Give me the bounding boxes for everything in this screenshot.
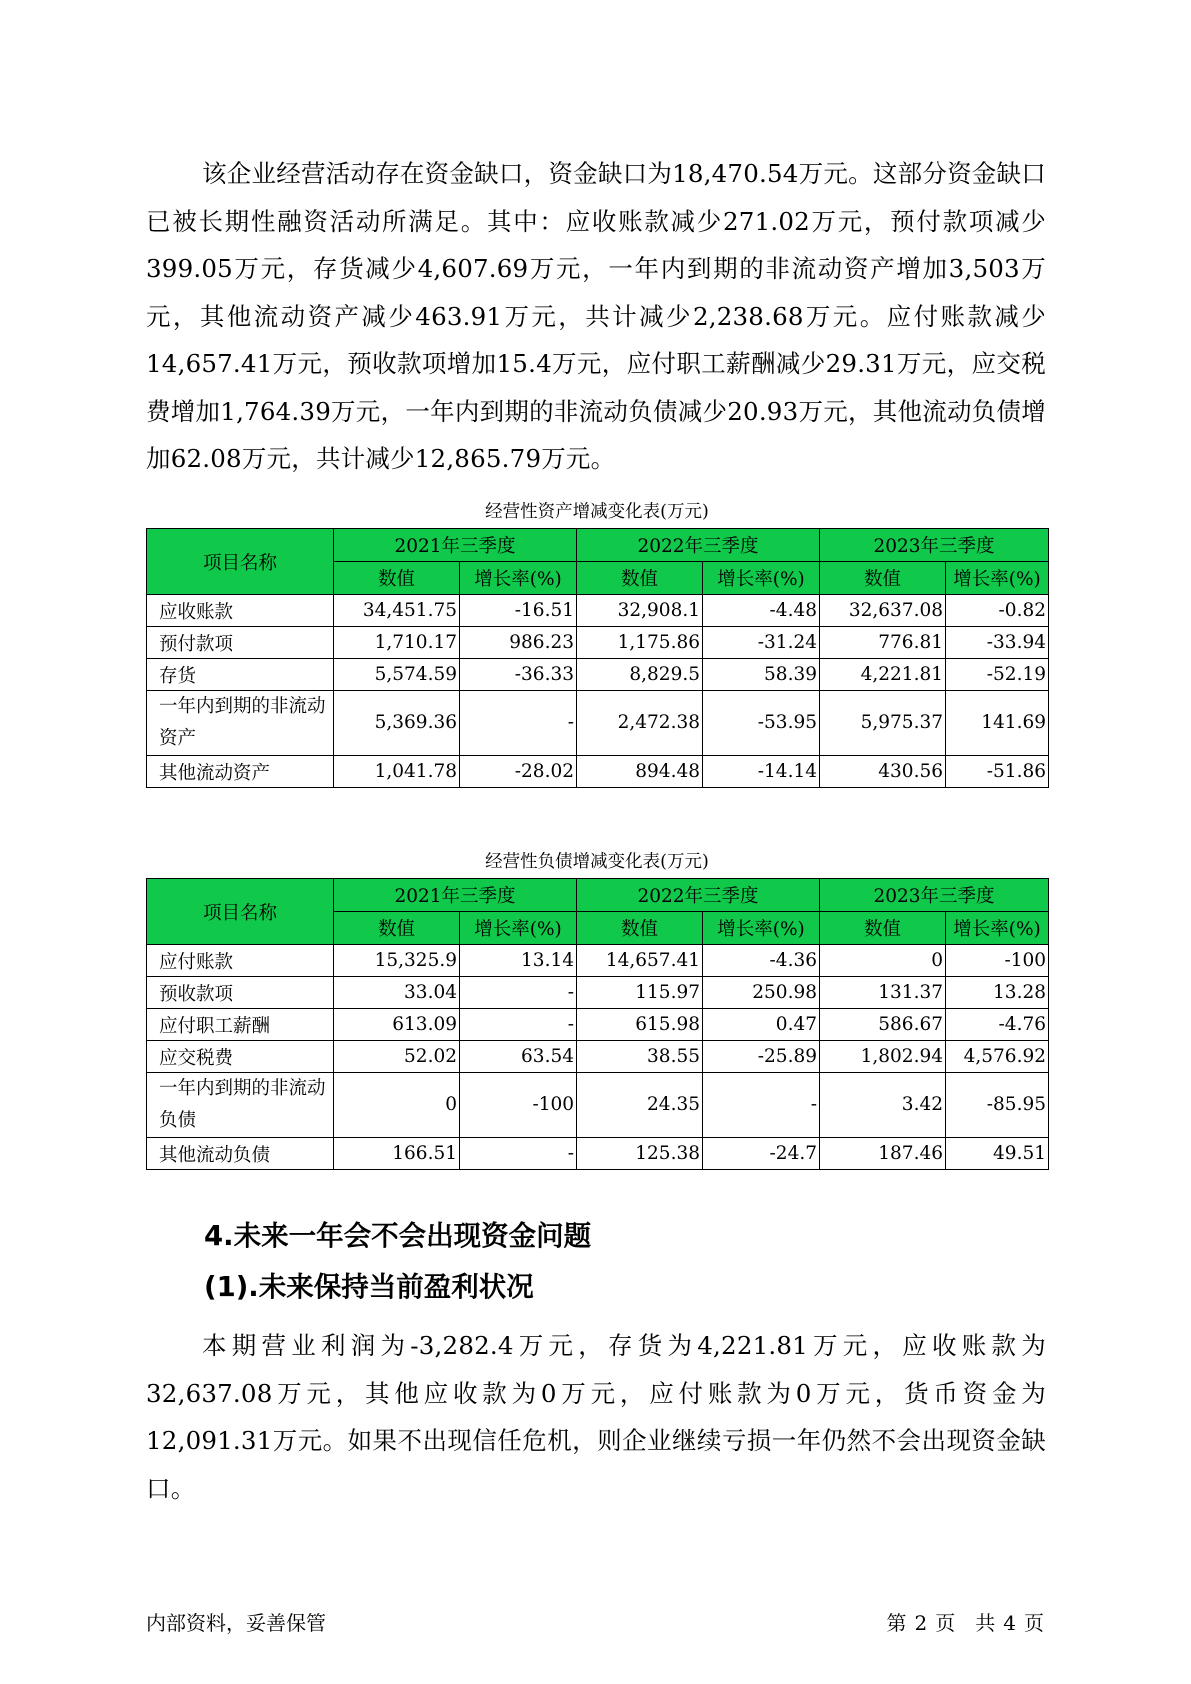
- cell-growth-rate: 13.14: [460, 945, 577, 977]
- cell-value: 1,041.78: [334, 756, 460, 788]
- cell-value: 1,802.94: [820, 1041, 946, 1073]
- cell-value: 5,975.37: [820, 691, 946, 756]
- footer-confidential-note: 内部资料，妥善保管: [146, 1611, 326, 1635]
- cell-growth-rate: 141.69: [946, 691, 1049, 756]
- row-item-name: 其他流动资产: [147, 756, 334, 788]
- cell-value: 2,472.38: [577, 691, 703, 756]
- cell-growth-rate: -100: [460, 1073, 577, 1138]
- header-growth-rate: 增长率(%): [703, 912, 820, 945]
- cell-growth-rate: -51.86: [946, 756, 1049, 788]
- subsection-heading: (1).未来保持当前盈利状况: [204, 1271, 534, 1303]
- row-item-name: 应交税费: [147, 1041, 334, 1073]
- footer-page-prefix: 第: [886, 1611, 907, 1635]
- footer-total-pages: 4: [1003, 1611, 1016, 1635]
- cell-value: 166.51: [334, 1138, 460, 1170]
- header-value: 数值: [334, 912, 460, 945]
- cell-growth-rate: -: [460, 1138, 577, 1170]
- footer-page-suffix: 页: [1024, 1611, 1044, 1635]
- header-item-name: 项目名称: [147, 529, 334, 595]
- cell-value: 115.97: [577, 977, 703, 1009]
- cell-growth-rate: -85.95: [946, 1073, 1049, 1138]
- row-item-name: 其他流动负债: [147, 1138, 334, 1170]
- cell-growth-rate: 13.28: [946, 977, 1049, 1009]
- table-caption-liabilities: 经营性负债增减变化表(万元): [485, 852, 709, 872]
- cell-value: 125.38: [577, 1138, 703, 1170]
- cell-growth-rate: -53.95: [703, 691, 820, 756]
- cell-growth-rate: -14.14: [703, 756, 820, 788]
- table-caption-assets: 经营性资产增减变化表(万元): [485, 502, 709, 522]
- cell-value: 15,325.9: [334, 945, 460, 977]
- cell-growth-rate: -: [460, 1009, 577, 1041]
- row-item-name: 应收账款: [147, 595, 334, 627]
- header-period: 2021年三季度: [334, 529, 577, 562]
- cell-value: 4,221.81: [820, 659, 946, 691]
- footer-page-number: [883, 1607, 1048, 1636]
- cell-value: 3.42: [820, 1073, 946, 1138]
- table-row: [147, 691, 1049, 756]
- header-value: 数值: [577, 912, 703, 945]
- cell-growth-rate: -: [460, 977, 577, 1009]
- header-value: 数值: [334, 562, 460, 595]
- cell-value: 14,657.41: [577, 945, 703, 977]
- cell-growth-rate: -33.94: [946, 627, 1049, 659]
- header-value: 数值: [577, 562, 703, 595]
- cell-value: 52.02: [334, 1041, 460, 1073]
- cell-growth-rate: 986.23: [460, 627, 577, 659]
- header-period: 2021年三季度: [334, 879, 577, 912]
- cell-growth-rate: -28.02: [460, 756, 577, 788]
- cell-growth-rate: -4.76: [946, 1009, 1049, 1041]
- footer-page-mid: 页 共: [935, 1611, 996, 1635]
- cell-value: 33.04: [334, 977, 460, 1009]
- header-period: 2023年三季度: [820, 879, 1049, 912]
- table-row: [147, 945, 1049, 977]
- cell-value: 38.55: [577, 1041, 703, 1073]
- table-row: [147, 756, 1049, 788]
- table-row: [147, 659, 1049, 691]
- cell-growth-rate: -52.19: [946, 659, 1049, 691]
- cell-value: 5,574.59: [334, 659, 460, 691]
- cell-value: 32,637.08: [820, 595, 946, 627]
- row-item-name: 应付职工薪酬: [147, 1009, 334, 1041]
- table-row: [147, 595, 1049, 627]
- cell-value: 1,710.17: [334, 627, 460, 659]
- cell-value: 187.46: [820, 1138, 946, 1170]
- row-item-name: 应付账款: [147, 945, 334, 977]
- cell-value: 430.56: [820, 756, 946, 788]
- cell-growth-rate: -24.7: [703, 1138, 820, 1170]
- cell-value: 613.09: [334, 1009, 460, 1041]
- cell-value: 1,175.86: [577, 627, 703, 659]
- paragraph-cash-gap: 该企业经营活动存在资金缺口，资金缺口为18,470.54万元。这部分资金缺口已被长期性融资活动所满足。其中：应收账款减少271.02万元，预付款项减少399.05万元，存货减少4,607.69万元，一年内到期的非流动资产增加3,503万元，其他流动资产减少463.91万元，共计减少2,238.68万元。应付账款减少14,657.41万元，预收款项增加15.4万元，应付职工薪酬减少29.31万元，应交税费增加1,764.39万元，一年内到期的非流动负债减少20.93万元，其他流动负债增加62.08万元，共计减少12,865.79万元。: [146, 159, 1046, 473]
- table-row: [147, 1138, 1049, 1170]
- cell-value: 0: [820, 945, 946, 977]
- cell-growth-rate: -4.48: [703, 595, 820, 627]
- header-value: 数值: [820, 562, 946, 595]
- cell-growth-rate: -0.82: [946, 595, 1049, 627]
- row-item-name: 一年内到期的非流动资产: [147, 691, 334, 756]
- cell-growth-rate: 58.39: [703, 659, 820, 691]
- row-item-name: 预收款项: [147, 977, 334, 1009]
- table-row: [147, 627, 1049, 659]
- cell-growth-rate: -36.33: [460, 659, 577, 691]
- header-growth-rate: 增长率(%): [703, 562, 820, 595]
- header-item-name: 项目名称: [147, 879, 334, 945]
- cell-growth-rate: -: [703, 1073, 820, 1138]
- cell-value: 0: [334, 1073, 460, 1138]
- cell-value: 131.37: [820, 977, 946, 1009]
- cell-value: 894.48: [577, 756, 703, 788]
- table-row: [147, 1009, 1049, 1041]
- cell-value: 776.81: [820, 627, 946, 659]
- cell-growth-rate: 63.54: [460, 1041, 577, 1073]
- cell-growth-rate: 0.47: [703, 1009, 820, 1041]
- cell-growth-rate: 250.98: [703, 977, 820, 1009]
- header-period: 2022年三季度: [577, 529, 820, 562]
- header-growth-rate: 增长率(%): [946, 562, 1049, 595]
- table-row: [147, 977, 1049, 1009]
- header-growth-rate: 增长率(%): [946, 912, 1049, 945]
- row-item-name: 一年内到期的非流动负债: [147, 1073, 334, 1138]
- table-body: [147, 595, 1049, 788]
- cell-value: 24.35: [577, 1073, 703, 1138]
- table-operating-assets: [146, 528, 1049, 788]
- row-item-name: 存货: [147, 659, 334, 691]
- cell-growth-rate: -16.51: [460, 595, 577, 627]
- header-period: 2022年三季度: [577, 879, 820, 912]
- cell-growth-rate: -31.24: [703, 627, 820, 659]
- header-value: 数值: [820, 912, 946, 945]
- paragraph-outlook: 本期营业利润为-3,282.4万元，存货为4,221.81万元，应收账款为32,637.08万元，其他应收款为0万元，应付账款为0万元，货币资金为12,091.31万元。如果不出现信任危机，则企业继续亏损一年仍然不会出现资金缺口。: [146, 1331, 1046, 1503]
- cell-value: 586.67: [820, 1009, 946, 1041]
- cell-value: 34,451.75: [334, 595, 460, 627]
- cell-growth-rate: 4,576.92: [946, 1041, 1049, 1073]
- cell-value: 32,908.1: [577, 595, 703, 627]
- table-row: [147, 1041, 1049, 1073]
- table-operating-liabilities: [146, 878, 1049, 1170]
- cell-value: 8,829.5: [577, 659, 703, 691]
- table-row: [147, 1073, 1049, 1138]
- section-heading: 4.未来一年会不会出现资金问题: [204, 1220, 592, 1252]
- cell-growth-rate: 49.51: [946, 1138, 1049, 1170]
- header-growth-rate: 增长率(%): [460, 562, 577, 595]
- cell-growth-rate: -100: [946, 945, 1049, 977]
- header-period: 2023年三季度: [820, 529, 1049, 562]
- cell-value: 5,369.36: [334, 691, 460, 756]
- cell-growth-rate: -25.89: [703, 1041, 820, 1073]
- row-item-name: 预付款项: [147, 627, 334, 659]
- cell-growth-rate: -4.36: [703, 945, 820, 977]
- cell-value: 615.98: [577, 1009, 703, 1041]
- footer-current-page: 2: [914, 1611, 928, 1635]
- header-growth-rate: 增长率(%): [460, 912, 577, 945]
- table-body: [147, 945, 1049, 1170]
- cell-growth-rate: -: [460, 691, 577, 756]
